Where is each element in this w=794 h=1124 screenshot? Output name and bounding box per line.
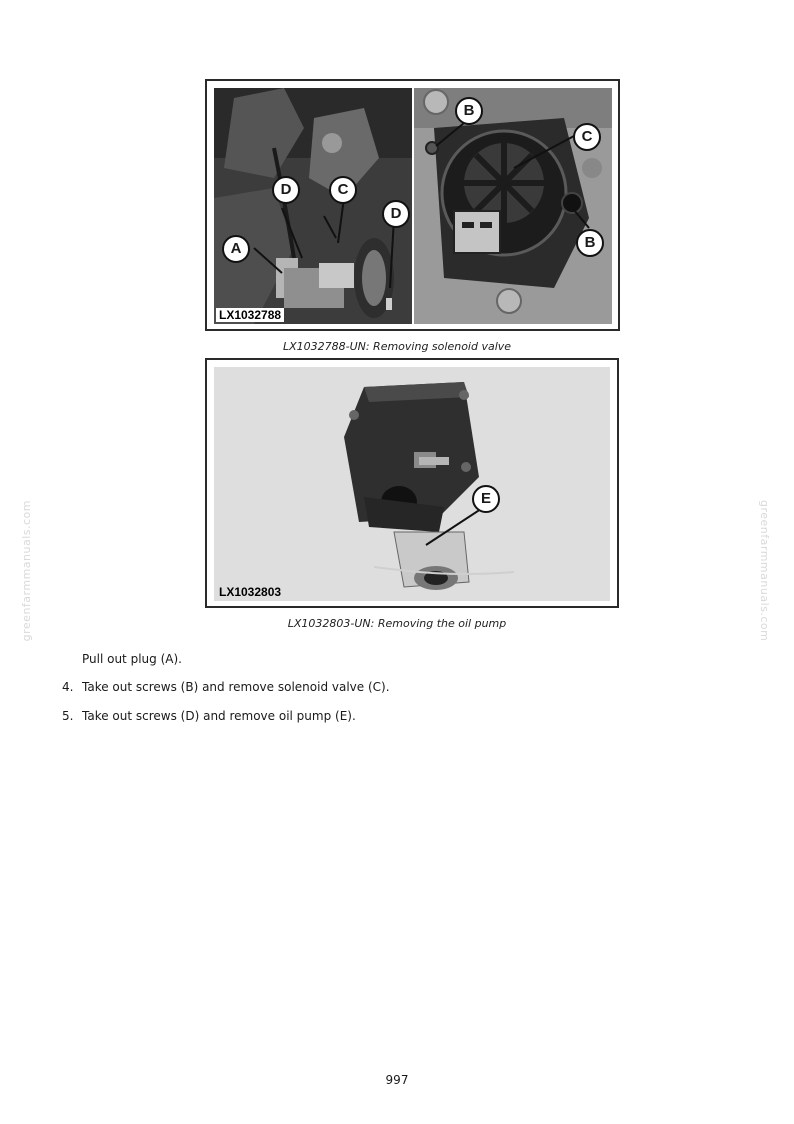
callout-c-left (328, 175, 358, 205)
figure-id-label-2: LX1032803 (219, 585, 282, 599)
callout-b-top-label: B (463, 102, 475, 119)
callout-d-left (271, 175, 301, 205)
callout-d-left-label: D (280, 181, 292, 198)
figure-caption-oil-pump: LX1032803-UN: Removing the oil pump (287, 617, 507, 630)
photo-solenoid-right (414, 88, 612, 324)
step-text: Take out screws (B) and remove solenoid valve (C). (82, 680, 390, 694)
step-number: 5. (62, 709, 74, 723)
callout-a (221, 234, 251, 264)
step-number: 4. (62, 680, 74, 694)
callout-b-bottom (575, 228, 605, 258)
figure-oil-pump (205, 358, 619, 608)
photo-oil-pump-illustration (214, 367, 610, 601)
figure-solenoid-valve (205, 79, 620, 331)
callout-b-top (454, 96, 484, 126)
photo-oil-pump (214, 367, 610, 601)
callout-b-bottom-label: B (584, 234, 596, 251)
figure-id-label: LX1032788 (216, 308, 284, 322)
step-5 (62, 708, 356, 724)
step-text: Take out screws (D) and remove oil pump (E). (82, 709, 356, 723)
photo-solenoid-left (214, 88, 412, 324)
callout-d-right (381, 199, 411, 229)
callout-c-right (572, 122, 602, 152)
callout-d-right-label: D (390, 205, 402, 222)
step-pull-plug (82, 651, 182, 667)
watermark-left: greenfarmmanuals.com (20, 500, 33, 642)
callout-a-label: A (230, 240, 242, 257)
callout-e-label: E (480, 490, 491, 507)
callout-c-right-label: C (581, 128, 593, 145)
page-number: 997 (385, 1073, 409, 1087)
step-text: Pull out plug (A). (82, 652, 182, 666)
callout-e (471, 484, 501, 514)
step-4 (62, 679, 390, 695)
figure-caption-solenoid: LX1032788-UN: Removing solenoid valve (282, 340, 512, 353)
callout-c-left-label: C (337, 181, 349, 198)
watermark-right: greenfarmmanuals.com (758, 500, 771, 642)
